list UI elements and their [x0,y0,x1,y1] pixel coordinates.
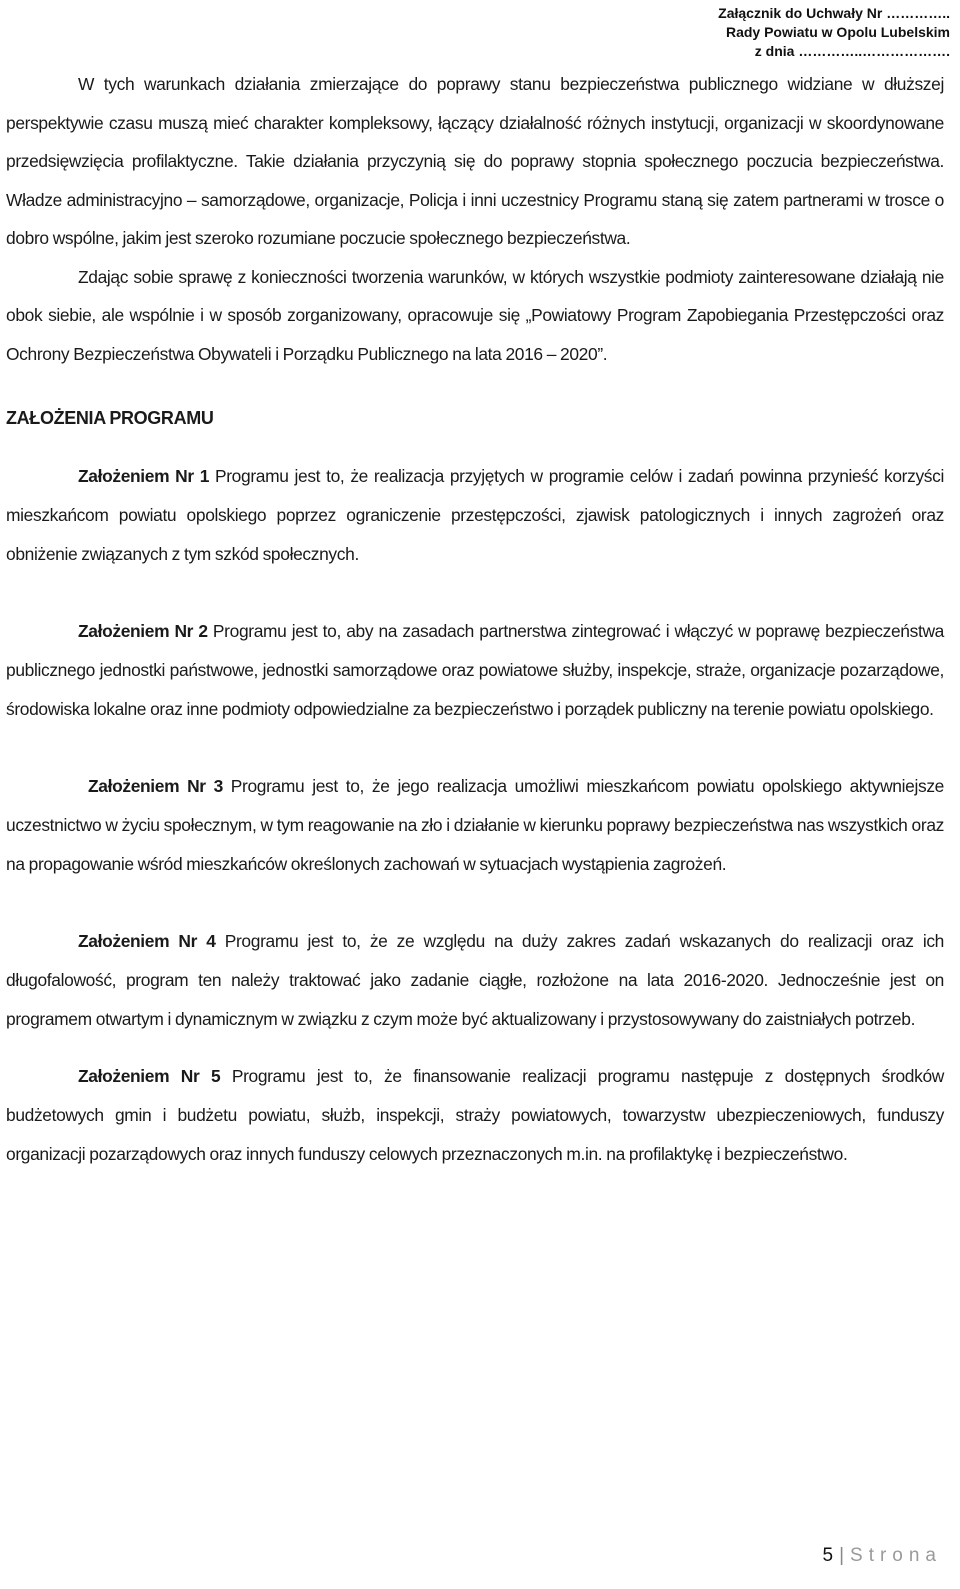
assumption-text: Programu jest to, że jego realizacja umożliwi mieszkańcom powiatu opolskiego aktywniejsze uczestnictwo w życiu społecznym, w tym reagowanie na zło i działanie w kierunku poprawy bezpieczeństwa nas wszystkich oraz na propagowanie wśród mieszkańców określonych zachowań w sytuacjach wystąpienia zagrożeń. [6,776,944,874]
page-number: 5 [822,1545,834,1566]
footer-separator: | [839,1545,845,1566]
assumption-label: Założeniem Nr 4 [78,931,216,951]
intro-paragraph-1: W tych warunkach działania zmierzające do poprawy stanu bezpieczeństwa publicznego widziane w dłuższej perspektywie czasu muszą mieć charakter kompleksowy, łączący działalność różnych instytucji, organizacji w skoordynowane przedsięwzięcia profilaktyczne. Takie działania przyczynią się do poprawy stopnia społecznego poczucia bezpieczeństwa. Władze administracyjno – samorządowe, organizacje, Policja i inni uczestnicy Programu staną się zatem partnerami w trosce o dobro wspólne, jakim jest szeroko rozumiane poczucie społecznego bezpieczeństwa. [6,74,944,248]
assumption-4 [6,922,944,1039]
assumption-text: Programu jest to, że ze względu na duży zakres zadań wskazanych do realizacji oraz ich długofalowość, program ten należy traktować jako zadanie ciągłe, rozłożone na lata 2016-2020. Jednocześnie jest on programem otwartym i dynamicznym w związku z czym może być aktualizowany i przystosowywany do zaistniałych potrzeb. [6,931,944,1029]
page-label: Strona [850,1545,942,1566]
assumption-2 [6,612,944,729]
assumption-text: Programu jest to, aby na zasadach partnerstwa zintegrować i włączyć w poprawę bezpieczeństwa publicznego jednostki państwowe, jednostki samorządowe oraz powiatowe służby, inspekcje, straże, organizacje pozarządowe, środowiska lokalne oraz inne podmioty odpowiedzialne za bezpieczeństwo i porządek publiczny na terenie powiatu opolskiego. [6,621,944,719]
document-header [718,4,950,61]
assumption-1 [6,457,944,574]
intro-paragraph-2: Zdając sobie sprawę z konieczności tworzenia warunków, w których wszystkie podmioty zainteresowane działają nie obok siebie, ale wspólnie i w sposób zorganizowany, opracowuje się „Powiatowy Program Zapobiegania Przestępczości oraz Ochrony Bezpieczeństwa Obywateli i Porządku Publicznego na lata 2016 – 2020”. [6,266,944,364]
assumption-5 [6,1057,944,1174]
document-body [6,65,944,1174]
assumption-3 [6,767,944,884]
section-title: ZAŁOŻENIA PROGRAMU [6,408,214,428]
header-date-line: z dnia …………..………………. [754,43,950,59]
assumption-text: Programu jest to, że realizacja przyjętych w programie celów i zadań powinna przynieść korzyści mieszkańcom powiatu opolskiego poprzez ograniczenie przestępczości, zjawisk patologicznych i innych zagrożeń oraz obniżenie związanych z tym szkód społecznych. [6,466,944,564]
assumption-label: Założeniem Nr 1 [78,466,210,486]
assumption-label: Założeniem Nr 3 [88,776,223,796]
assumption-label: Założeniem Nr 5 [78,1066,221,1086]
page-footer [823,1545,943,1567]
assumption-text: Programu jest to, że finansowanie realizacji programu następuje z dostępnych środków budżetowych gmin i budżetu powiatu, służb, inspekcji, straży powiatowych, towarzystw ubezpieczeniowych, funduszy organizacji pozarządowych oraz innych funduszy celowych przeznaczonych m.in. na profilaktykę i bezpieczeństwo. [6,1066,944,1164]
header-council-line: Rady Powiatu w Opolu Lubelskim [725,24,950,40]
header-attachment-line: Załącznik do Uchwały Nr ………….. [718,5,950,21]
assumption-label: Założeniem Nr 2 [78,621,208,641]
